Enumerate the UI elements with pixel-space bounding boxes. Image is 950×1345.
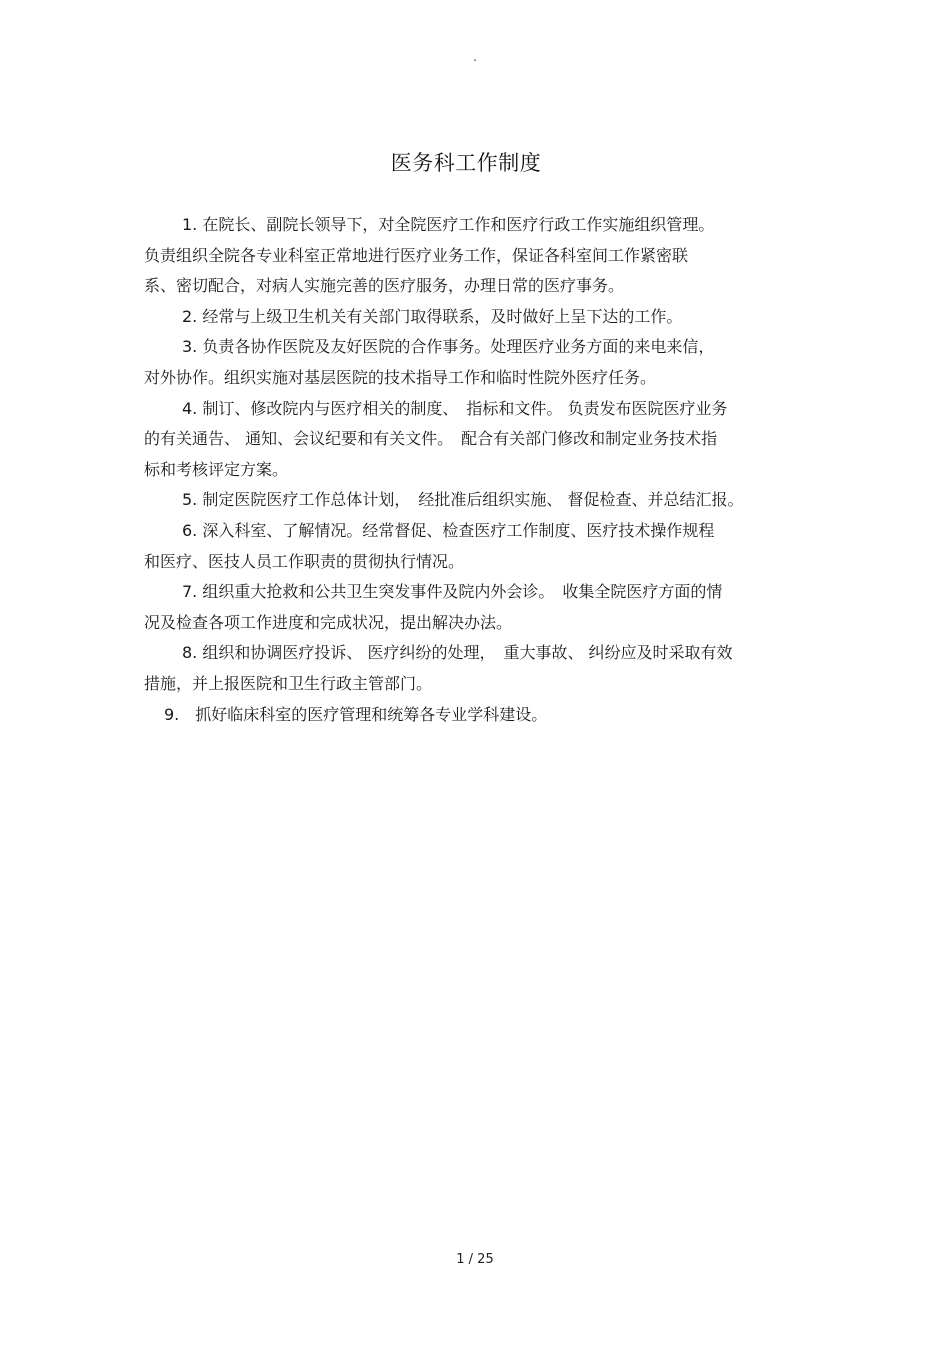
document-body	[144, 210, 804, 730]
paragraph-line: 措施，并上报医院和卫生行政主管部门。	[144, 673, 433, 693]
header-mark: .	[473, 50, 477, 64]
paragraph-line: 负责组织全院各专业科室正常地进行医疗业务工作，保证各科室间工作紧密联	[144, 245, 689, 265]
paragraph-line: 的有关通告、 通知、会议纪要和有关文件。 配合有关部门修改和制定业务技术指	[144, 429, 718, 449]
paragraph-line: 3. 负责各协作医院及友好医院的合作事务。处理医疗业务方面的来电来信，	[182, 337, 715, 357]
paragraph-line: 和医疗、医技人员工作职责的贯彻执行情况。	[144, 551, 465, 571]
paragraph-line: 5. 制定医院医疗工作总体计划， 经批准后组织实施、 督促检查、并总结汇报。	[182, 490, 744, 510]
paragraph-line: 况及检查各项工作进度和完成状况，提出解决办法。	[144, 612, 513, 632]
paragraph-line: 4. 制订、修改院内与医疗相关的制度、 指标和文件。 负责发布医院医疗业务	[182, 398, 728, 418]
page-number: 1 / 25	[456, 1252, 494, 1267]
page-title: 医务科工作制度	[390, 151, 542, 175]
paragraph-line: 8. 组织和协调医疗投诉、 医疗纠纷的处理， 重大事故、 纠纷应及时采取有效	[182, 643, 733, 663]
paragraph-line: 系、密切配合，对病人实施完善的医疗服务，办理日常的医疗事务。	[144, 276, 625, 296]
paragraph-line: 6. 深入科室、了解情况。经常督促、检查医疗工作制度、医疗技术操作规程	[182, 520, 715, 540]
paragraph-line: 对外协作。组织实施对基层医院的技术指导工作和临时性院外医疗任务。	[144, 367, 657, 387]
paragraph-line: 标和考核评定方案。	[144, 459, 289, 479]
paragraph-line: 7. 组织重大抢救和公共卫生突发事件及院内外会诊。 收集全院医疗方面的情	[182, 582, 723, 602]
paragraph-line: 2. 经常与上级卫生机关有关部门取得联系，及时做好上呈下达的工作。	[182, 306, 683, 326]
paragraph-line: 1. 在院长、副院长领导下，对全院医疗工作和医疗行政工作实施组织管理。	[182, 215, 715, 234]
paragraph-line: 9. 抓好临床科室的医疗管理和统筹各专业学科建设。	[164, 704, 548, 724]
